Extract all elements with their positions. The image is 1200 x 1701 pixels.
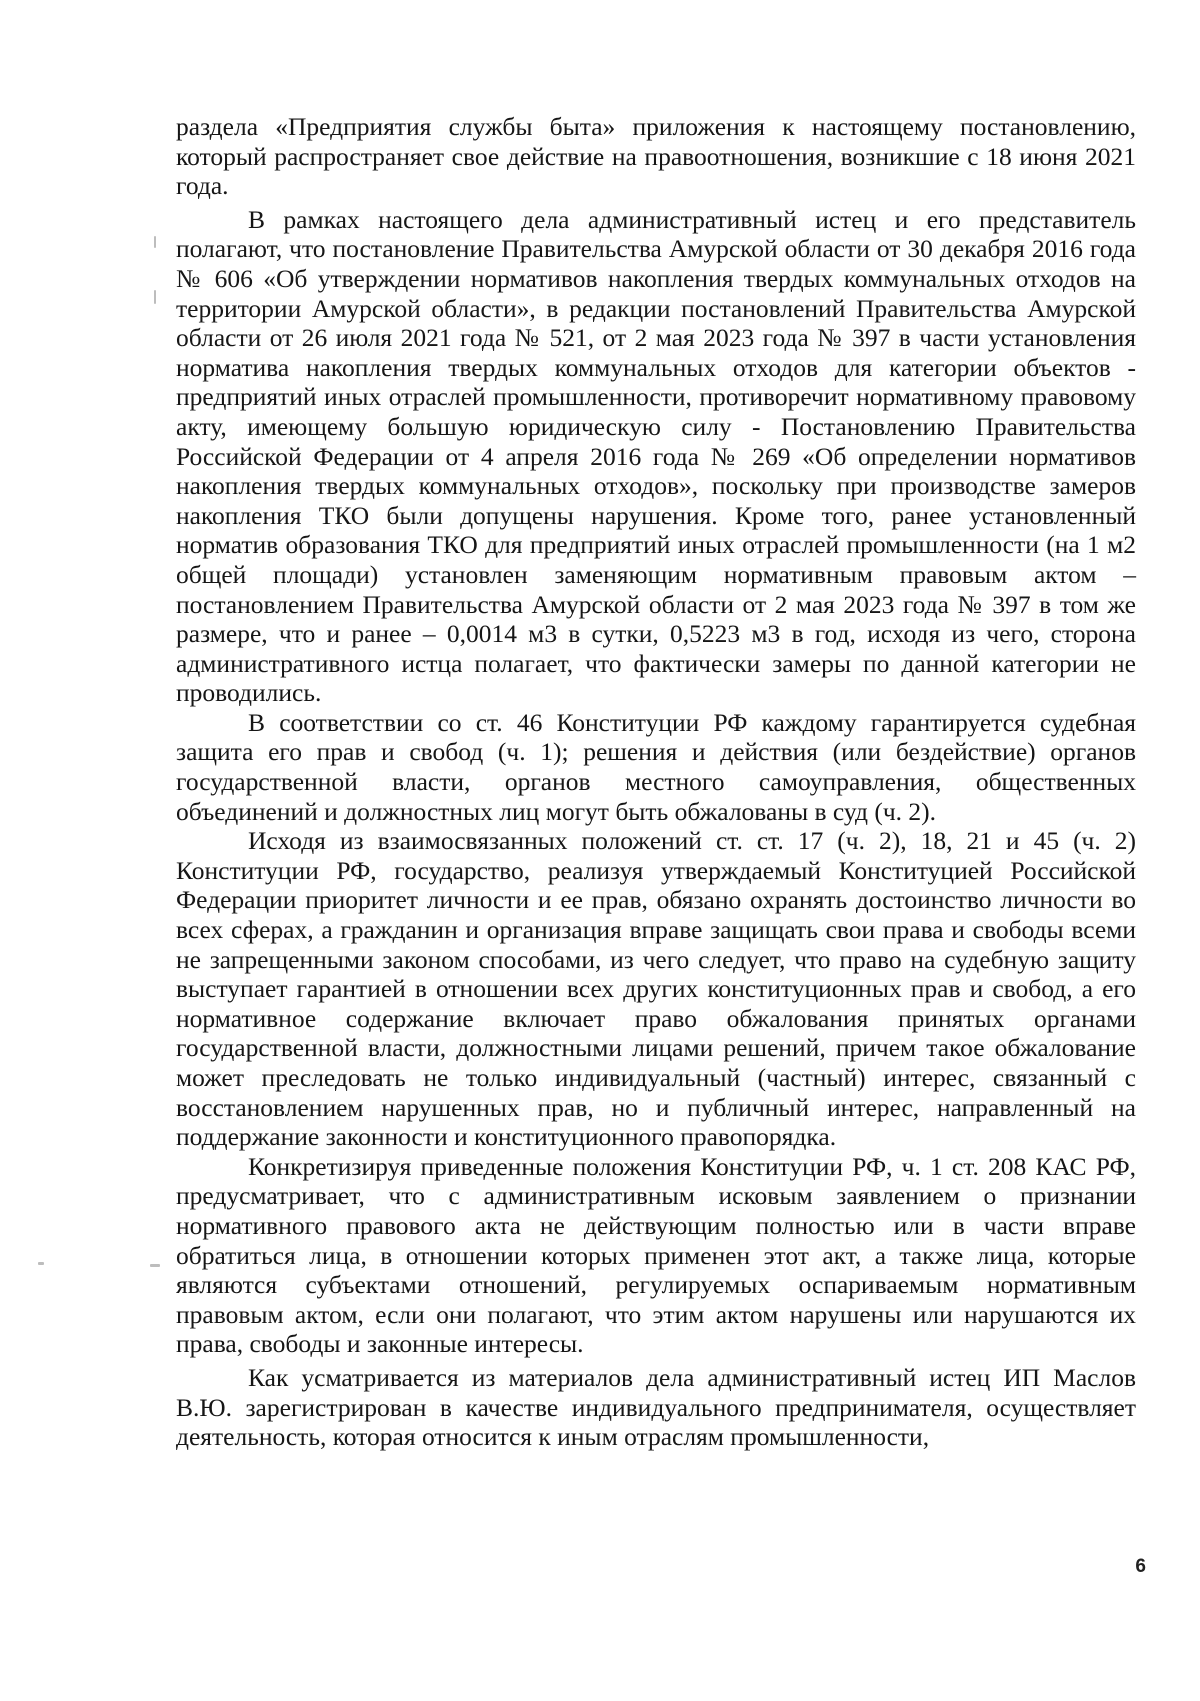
paragraph-article-46: В соответствии со ст. 46 Конституции РФ каждому гарантируется судебная защита его прав и свобод (ч. 1); решения и действия (или бездействие) органов государственной власти, органов местного самоуправления, общественных объединений и должностных лиц могут быть обжалованы в суд (ч. 2).: [176, 707, 1136, 826]
document-body: [176, 112, 1136, 1452]
paragraph-case-materials: Как усматривается из материалов дела административный истец ИП Маслов В.Ю. зарегистрирован в качестве индивидуального предпринимателя, осуществляет деятельность, которая относится к иным отраслям промышленности,: [176, 1362, 1136, 1452]
paragraph-constitution-provisions: Исходя из взаимосвязанных положений ст. ст. 17 (ч. 2), 18, 21 и 45 (ч. 2) Конституции РФ, государство, реализуя утверждаемый Конституцией Российской Федерации приоритет личности и ее прав, обязано охранять достоинство личности во всех сферах, а гражданин и организация вправе защищать свои права и свободы всеми не запрещенными законом способами, из чего следует, что право на судебную защиту выступает гарантией в отношении всех других конституционных прав и свобод, а его нормативное содержание включает право обжалования принятых органами государственной власти, должностными лицами решений, причем такое обжалование может преследовать не только индивидуальный (частный) интерес, связанный с восстановлением нарушенных прав, но и публичный интерес, направленный на поддержание законности и конституционного правопорядка.: [176, 826, 1136, 1152]
page-number: 6: [1135, 1556, 1146, 1577]
scan-artifact: [150, 1264, 160, 1267]
scan-artifact: [154, 290, 156, 304]
paragraph-plaintiff-position: В рамках настоящего дела административный истец и его представитель полагают, что постановление Правительства Амурской области от 30 декабря 2016 года № 606 «Об утверждении нормативов накопления твердых коммунальных отходов на территории Амурской области», в редакции постановлений Правительства Амурской области от 26 июля 2021 года № 521, от 2 мая 2023 года № 397 в части установления норматива накопления твердых коммунальных отходов для категории объектов - предприятий иных отраслей промышленности, противоречит нормативному правовому акту, имеющему большую юридическую силу - Постановлению Правительства Российской Федерации от 4 апреля 2016 года № 269 «Об определении нормативов накопления твердых коммунальных отходов», поскольку при производстве замеров накопления ТКО были допущены нарушения. Кроме того, ранее установленный норматив образования ТКО для предприятий иных отраслей промышленности (на 1 м2 общей площади) установлен заменяющим нормативным правовым актом – постановлением Правительства Амурской области от 2 мая 2023 года № 397 в том же размере, что и ранее – 0,0014 м3 в сутки, 0,5223 м3 в год, исходя из чего, сторона административного истца полагает, что фактически замеры по данной категории не проводились.: [176, 204, 1136, 708]
scan-artifact: [154, 236, 156, 248]
paragraph-continuation: раздела «Предприятия службы быта» приложения к настоящему постановлению, который распространяет свое действие на правоотношения, возникшие с 18 июня 2021 года.: [176, 112, 1136, 201]
scan-artifact: [38, 1262, 44, 1265]
paragraph-kas-208: Конкретизируя приведенные положения Конституции РФ, ч. 1 ст. 208 КАС РФ, предусматривает, что с административным исковым заявлением о признании нормативного правового акта не действующим полностью или в части вправе обратиться лица, в отношении которых применен этот акт, а также лица, которые являются субъектами отношений, регулируемых оспариваемым нормативным правовым актом, если они полагают, что этим актом нарушены или нарушаются их права, свободы и законные интересы.: [176, 1151, 1136, 1359]
